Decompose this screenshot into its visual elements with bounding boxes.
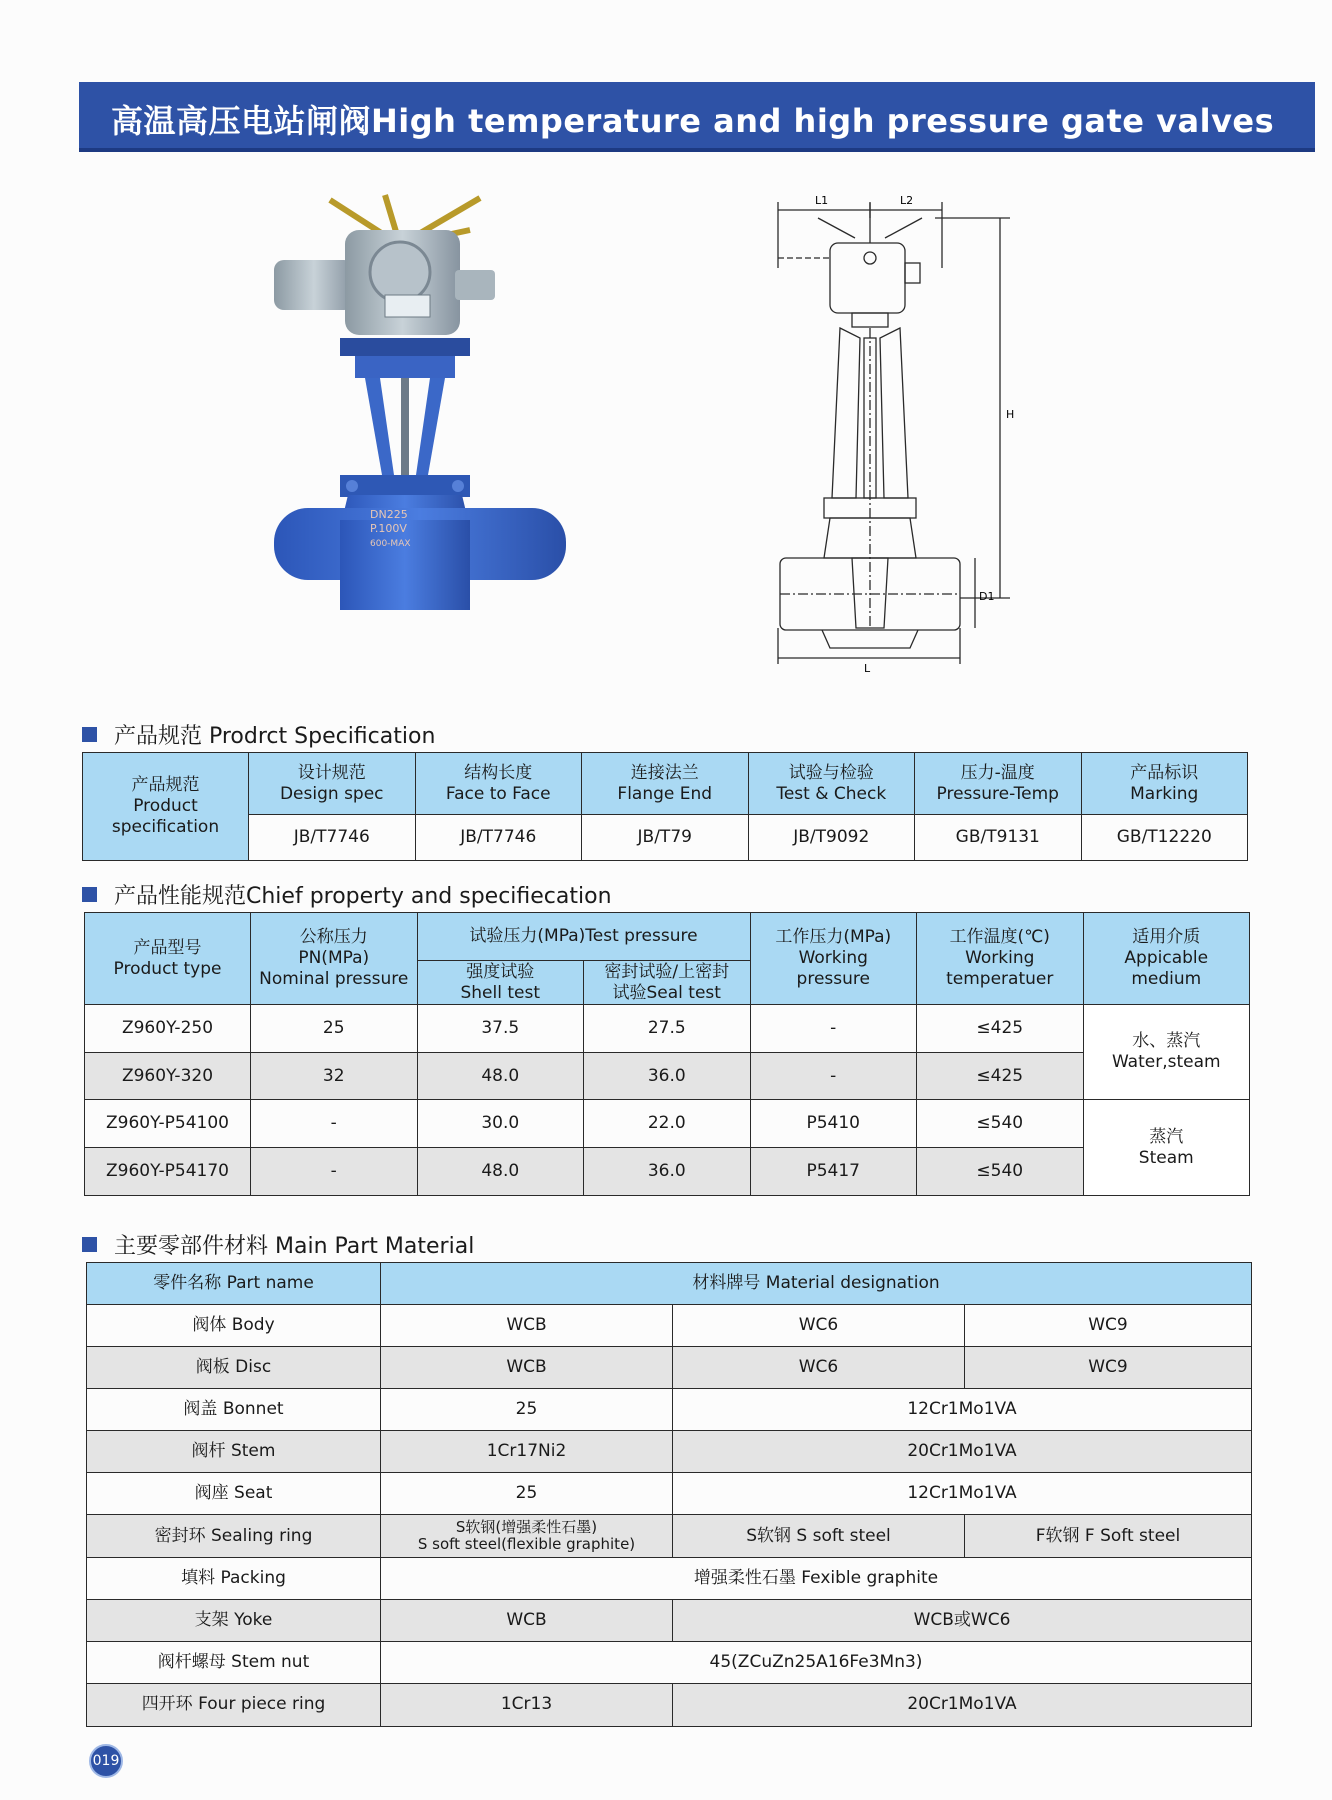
body-marking-3: 600-MAX [370, 539, 411, 549]
dim-l-label: L [864, 662, 871, 675]
spec-col-face: 结构长度 Face to Face [415, 753, 582, 815]
page-number: 019 [89, 1744, 123, 1778]
spec-heading-text: 产品规范 Prodrct Specification [114, 723, 436, 749]
spec-value: GB/T12220 [1081, 815, 1248, 861]
valve-photo [270, 190, 570, 670]
prop-head-work-t: 工作温度(℃) Working temperatuer [917, 913, 1084, 1005]
spec-value: JB/T7746 [249, 815, 416, 861]
medium-water-steam: 水、蒸汽 Water,steam [1083, 1005, 1250, 1100]
material-table [86, 1262, 1252, 1727]
spec-section-heading [82, 720, 435, 748]
spec-value: JB/T79 [582, 815, 749, 861]
table-row: 四开环 Four piece ring 1Cr13 20Cr1Mo1VA [87, 1683, 1252, 1726]
material-section-heading [82, 1230, 474, 1258]
prop-head-pn: 公称压力 PN(MPa) Nominal pressure [251, 913, 418, 1005]
table-row: 填料 Packing 增强柔性石墨 Fexible graphite [87, 1557, 1252, 1599]
spec-col-test: 试验与检验 Test & Check [748, 753, 915, 815]
table-row: Z960Y-P54100 - 30.0 22.0 P5410 ≤540 蒸汽 Steam [85, 1100, 1250, 1148]
body-marking-2: P.100V [370, 522, 407, 535]
prop-head-test: 试验压力(MPa)Test pressure [417, 913, 750, 961]
prop-head-seal: 密封试验/上密封 试验Seal test [584, 961, 751, 1005]
dim-h-label: H [1006, 408, 1015, 421]
page-title: 高温高压电站闸阀High temperature and high pressure gate valves [111, 102, 1275, 140]
table-row: 阀盖 Bonnet 25 12Cr1Mo1VA [87, 1389, 1252, 1431]
table-row: 阀杆螺母 Stem nut 45(ZCuZn25A16Fe3Mn3) [87, 1641, 1252, 1683]
table-row: 密封环 Sealing ring S软钢(增强柔性石墨) S soft steel(flexible graphite) S软钢 S soft steel F软钢 F Soft steel [87, 1515, 1252, 1557]
dim-l2-label: L2 [900, 194, 914, 207]
spec-table [82, 752, 1248, 861]
property-heading-text: 产品性能规范Chief property and specifiecation [114, 883, 612, 909]
medium-steam: 蒸汽 Steam [1083, 1100, 1250, 1196]
table-row: 阀座 Seat 25 12Cr1Mo1VA [87, 1473, 1252, 1515]
valve-drawing [760, 188, 1060, 678]
prop-head-shell: 强度试验 Shell test [417, 961, 584, 1005]
title-banner [79, 82, 1315, 152]
table-row: 阀板 Disc WCB WC6 WC9 [87, 1347, 1252, 1389]
table-row: 阀体 Body WCB WC6 WC9 [87, 1305, 1252, 1347]
material-head-part: 零件名称 Part name [87, 1263, 381, 1305]
bullet-square-icon [82, 727, 97, 742]
table-row: 支架 Yoke WCB WCB或WC6 [87, 1599, 1252, 1641]
material-heading-text: 主要零部件材料 Main Part Material [114, 1233, 475, 1259]
prop-head-work-p: 工作压力(MPa) Working pressure [750, 913, 917, 1005]
spec-value: JB/T9092 [748, 815, 915, 861]
table-row: Z960Y-P54170 - 48.0 36.0 P5417 ≤540 [85, 1148, 1250, 1196]
dim-d1-label: D1 [979, 590, 995, 603]
spec-col-pressure-temp: 压力-温度 Pressure-Temp [915, 753, 1082, 815]
spec-col-design: 设计规范 Design spec [249, 753, 416, 815]
prop-head-type: 产品型号 Product type [85, 913, 251, 1005]
spec-row-header: 产品规范 Product specification [83, 753, 249, 861]
bullet-square-icon [82, 1237, 97, 1252]
property-table [84, 912, 1250, 1196]
body-marking-1: DN225 [370, 508, 408, 521]
spec-value: GB/T9131 [915, 815, 1082, 861]
spec-col-flange: 连接法兰 Flange End [582, 753, 749, 815]
material-head-designation: 材料牌号 Material designation [381, 1263, 1252, 1305]
spec-col-marking: 产品标识 Marking [1081, 753, 1248, 815]
property-section-heading [82, 880, 612, 908]
table-row: Z960Y-250 25 37.5 27.5 - ≤425 水、蒸汽 Water,steam [85, 1005, 1250, 1053]
bullet-square-icon [82, 887, 97, 902]
prop-head-medium: 适用介质 Appicable medium [1083, 913, 1250, 1005]
dim-l1-label: L1 [815, 194, 829, 207]
table-row: 阀杆 Stem 1Cr17Ni2 20Cr1Mo1VA [87, 1431, 1252, 1473]
table-row: Z960Y-320 32 48.0 36.0 - ≤425 [85, 1053, 1250, 1100]
spec-value: JB/T7746 [415, 815, 582, 861]
